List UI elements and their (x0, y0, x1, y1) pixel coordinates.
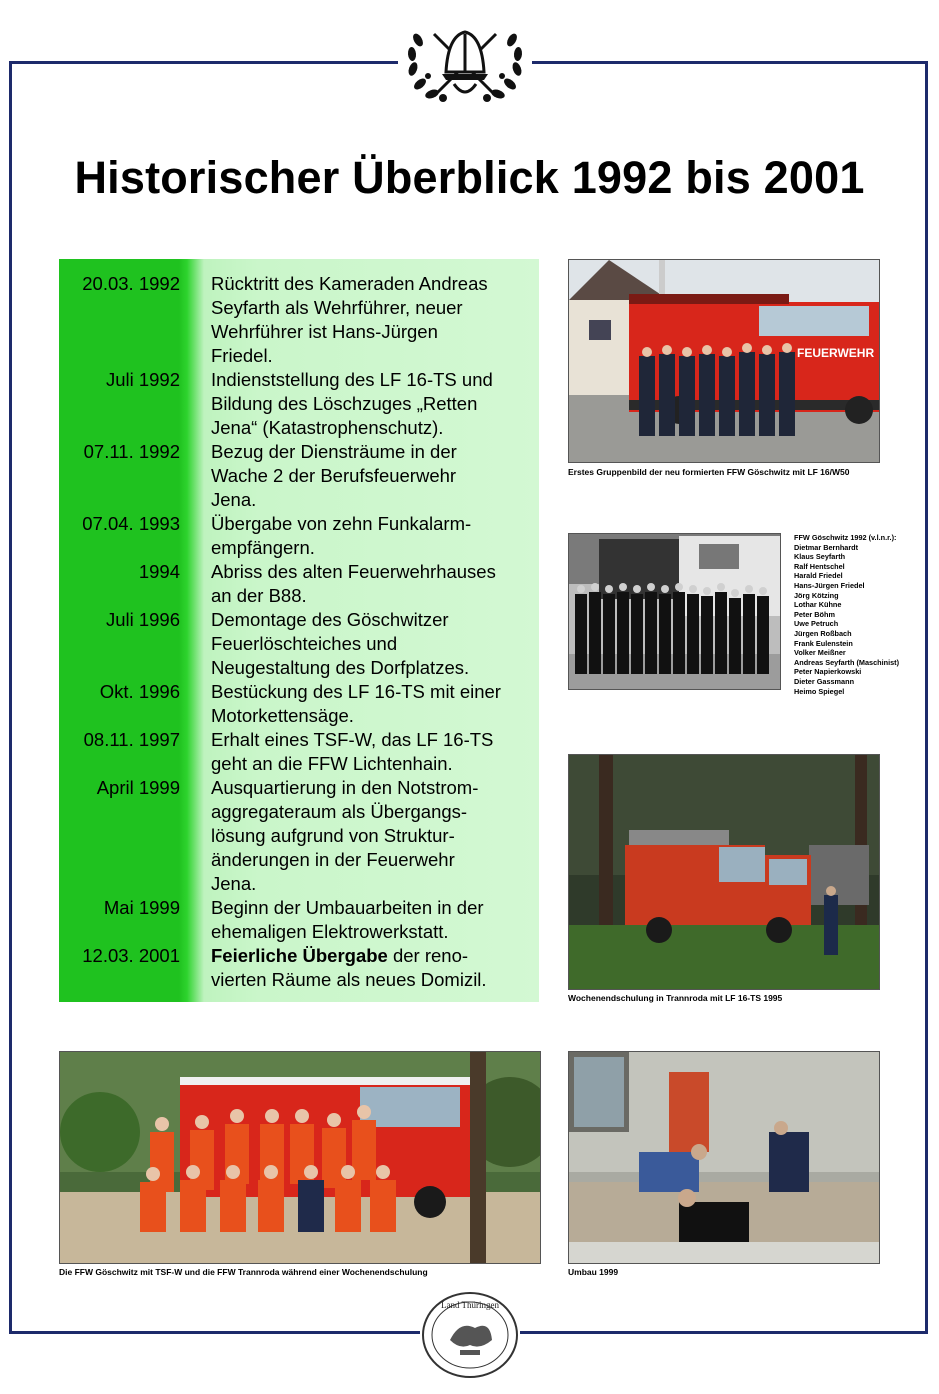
name-item: Peter Napierkowski (794, 667, 862, 677)
timeline-text (211, 512, 536, 560)
name-item: Ralf Hentschel (794, 561, 845, 571)
timeline-line: Wehrführer ist Hans-Jürgen (211, 321, 438, 342)
timeline-line: Beginn der Umbauarbeiten in der (211, 897, 484, 918)
timeline-line: Jena“ (Katastrophenschutz). (211, 417, 444, 438)
timeline-panel (59, 259, 539, 1002)
timeline-line: Motorkettensäge. (211, 705, 354, 726)
timeline-date: Juli 1992 (105, 369, 180, 390)
photo3-caption: Wochenendschulung in Trannroda mit LF 16-TS 1995 (568, 993, 783, 1003)
timeline-line: Rücktritt des Kameraden Andreas (211, 273, 488, 294)
timeline-line: Demontage des Göschwitzer (211, 609, 449, 630)
timeline-line: Feuerlöschteiches und (211, 633, 398, 654)
timeline-line: Friedel. (211, 345, 273, 366)
fire-brigade-emblem-icon (398, 14, 532, 114)
timeline-line: Neugestaltung des Dorfplatzes. (211, 657, 470, 678)
timeline-line: Jena. (211, 873, 257, 894)
timeline-date: Mai 1999 (103, 897, 180, 918)
photo-trannroda-1995 (568, 754, 880, 990)
timeline-line: vierten Räume als neues Domizil. (211, 969, 487, 990)
timeline-text (211, 368, 536, 440)
name-item: Hans-Jürgen Friedel (794, 580, 865, 590)
timeline-line: änderungen in der Feuerwehr (211, 849, 455, 870)
photo-group-lf16 (568, 259, 880, 463)
timeline-text (211, 680, 536, 728)
names-list (794, 533, 899, 696)
name-item: Jörg Kötzing (794, 590, 839, 600)
names-heading: FFW Göschwitz 1992 (v.l.n.r.): (794, 533, 897, 542)
timeline-text (211, 440, 536, 512)
name-item: Lothar Kühne (794, 600, 842, 610)
timeline-line: ehemaligen Elektrowerkstatt. (211, 921, 449, 942)
timeline-date: Okt. 1996 (99, 681, 180, 702)
timeline-line: Übergabe von zehn Funkalarm- (211, 513, 472, 534)
timeline-date: 1994 (138, 561, 180, 582)
timeline-date: April 1999 (96, 777, 180, 798)
timeline-text (211, 728, 536, 776)
timeline-date: 08.11. 1997 (83, 729, 180, 750)
name-item: Dietmar Bernhardt (794, 542, 859, 552)
timeline-line: an der B88. (211, 585, 307, 606)
name-item: Harald Friedel (794, 571, 843, 581)
timeline-line: Erhalt eines TSF-W, das LF 16-TS (211, 729, 494, 750)
name-item: Jürgen Roßbach (794, 628, 852, 638)
timeline-line: empfängern. (211, 537, 315, 558)
name-item: Volker Meißner (794, 648, 846, 658)
timeline-line: Wache 2 der Berufsfeuerwehr (211, 465, 457, 486)
timeline-bold: Feierliche Übergabe (211, 945, 388, 966)
name-item: Uwe Petruch (794, 619, 839, 629)
timeline-line (211, 944, 536, 968)
photo4-caption: Die FFW Göschwitz mit TSF-W und die FFW Trannroda während einer Wochenendschulung (59, 1267, 428, 1277)
timeline-text (211, 560, 536, 608)
timeline-date: Juli 1996 (105, 609, 180, 630)
timeline-line: Bildung des Löschzuges „Retten (211, 393, 478, 414)
name-item: Heimo Spiegel (794, 686, 845, 696)
timeline-date: 12.03. 2001 (82, 945, 180, 966)
timeline-text (211, 896, 536, 944)
photo-umbau-1999 (568, 1051, 880, 1264)
name-item: Frank Eulenstein (794, 638, 853, 648)
timeline-line: geht an die FFW Lichtenhain. (211, 753, 453, 774)
timeline-line: Bezug der Diensträume in der (211, 441, 457, 462)
timeline-line: Jena. (211, 489, 257, 510)
seal-stamp-icon (420, 1290, 520, 1380)
timeline-line: lösung aufgrund von Struktur- (211, 825, 455, 846)
name-item: Dieter Gassmann (794, 676, 855, 686)
photo-group-1992 (568, 533, 781, 690)
seal-text: Land Thüringen (440, 1300, 500, 1310)
photo1-caption: Erstes Gruppenbild der neu formierten FFW Göschwitz mit LF 16/W50 (568, 467, 850, 477)
name-item: Klaus Seyfarth (794, 552, 846, 562)
name-item: Peter Böhm (794, 609, 835, 619)
timeline-text (211, 776, 536, 896)
photo-tsfw-trannroda (59, 1051, 541, 1264)
truck-label: FEUERWEHR (797, 346, 875, 360)
timeline-text (211, 944, 536, 992)
timeline-line: Seyfarth als Wehrführer, neuer (211, 297, 463, 318)
timeline-line: Indienststellung des LF 16-TS und (211, 369, 493, 390)
timeline-line: Abriss des alten Feuerwehrhauses (211, 561, 496, 582)
timeline-date: 07.11. 1992 (83, 441, 180, 462)
timeline-line-rest: der reno- (387, 945, 469, 966)
name-item: Andreas Seyfarth (Maschinist) (794, 657, 900, 667)
timeline-line: aggregateraum als Übergangs- (211, 801, 468, 822)
timeline-text (211, 272, 536, 368)
timeline-line: Ausquartierung in den Notstrom- (211, 777, 479, 798)
photo5-caption: Umbau 1999 (568, 1267, 619, 1277)
timeline-line: Bestückung des LF 16-TS mit einer (211, 681, 501, 702)
timeline-date: 07.04. 1993 (82, 513, 180, 534)
timeline-date: 20.03. 1992 (82, 273, 180, 294)
timeline-text (211, 608, 536, 680)
page-title: Historischer Überblick 1992 bis 2001 (74, 152, 865, 203)
